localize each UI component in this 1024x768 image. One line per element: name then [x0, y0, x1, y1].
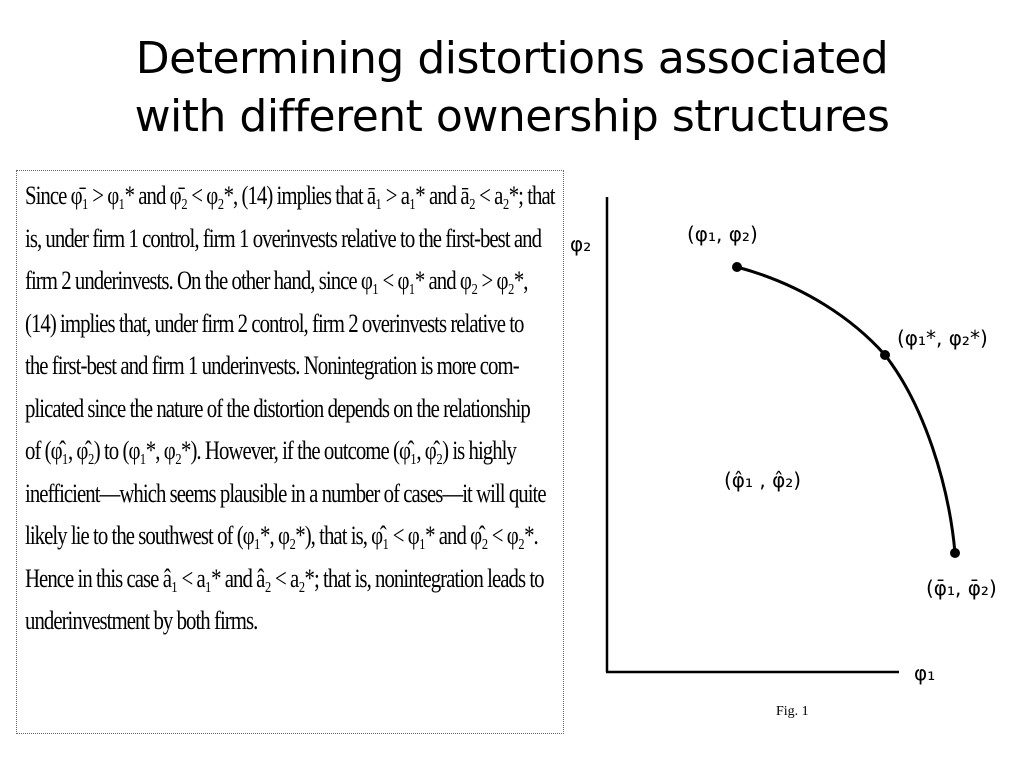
tradeoff-diagram [564, 175, 1024, 720]
point-first-best-label: (φ₁*, φ₂*) [897, 326, 988, 350]
excerpt-line: is, under firm 1 control, firm 1 overinvests relative to the first-best and [25, 223, 542, 253]
excerpt-line: likely lie to the southwest of (φ₁*, φ₂*), that is, φ̂₁ < φ₁* and φ̂₂ < φ₂*. [25, 521, 538, 550]
excerpt-line: firm 2 underinvests. On the other hand, since φ₁ < φ₁* and φ₂ > φ₂*, [25, 266, 528, 295]
excerpt-line: the first-best and firm 1 underinvests. Nonintegration is more com- [25, 351, 519, 380]
excerpt-line: inefficient—which seems plausible in a number of cases—it will quite [25, 478, 546, 508]
y-axis-label: φ₂ [570, 232, 592, 256]
figure-panel [564, 175, 1024, 720]
point-firm1-control [950, 548, 960, 558]
excerpt-line: Hence in this case â₁ < a₁* and â₂ < a₂*; that is, nonintegration leads to [25, 563, 544, 593]
excerpt-line: plicated since the nature of the distortion depends on the relationship [25, 393, 530, 423]
x-axis-label: φ₁ [914, 661, 936, 685]
slide-title-line-2: with different ownership structures [134, 91, 890, 142]
excerpt-line: Since φ̄₁ > φ₁* and φ̄₂ < φ₂*, (14) implies that ā₁ > a₁* and ā₂ < a₂*; that [25, 181, 555, 210]
slide-title [0, 30, 1024, 146]
figure-caption: Fig. 1 [776, 704, 809, 719]
text-excerpt-image [16, 170, 564, 734]
frontier-curve [737, 267, 955, 553]
excerpt-line: (14) implies that, under firm 2 control, firm 2 overinvests relative to [25, 308, 524, 338]
point-first-best [880, 350, 890, 360]
excerpt-line: underinvestment by both firms. [25, 606, 258, 635]
point-firm2-control [732, 262, 742, 272]
slide-title-line-1: Determining distortions associated [135, 33, 889, 84]
excerpt-line: of (φ̂₁, φ̂₂) to (φ₁*, φ₂*). However, if the outcome (φ̂₁, φ̂₂) is highly [25, 436, 516, 465]
point-bottom-label: (φ̄₁, φ̄₂) [926, 576, 997, 600]
point-nonintegration-label: (φ̂₁ , φ̂₂) [724, 468, 802, 492]
point-top-label: (φ₁, φ₂) [687, 222, 758, 246]
